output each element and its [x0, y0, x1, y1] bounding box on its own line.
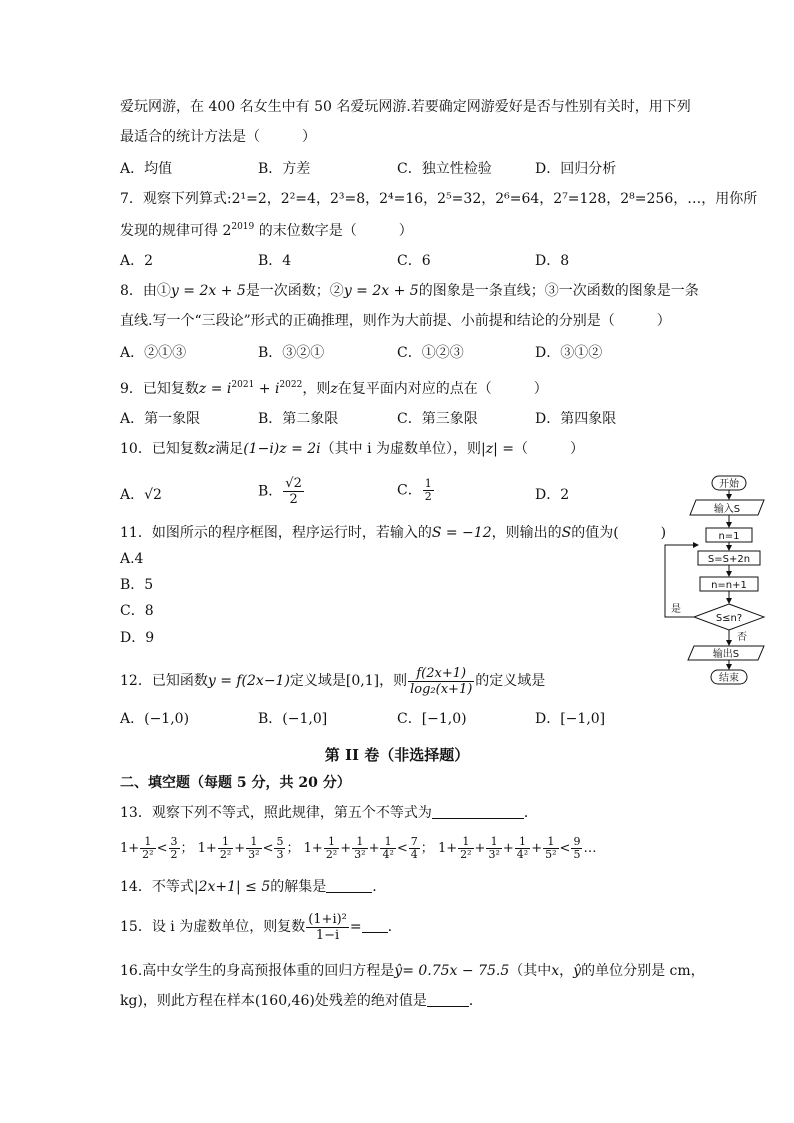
q10-options	[120, 476, 680, 514]
q13-frac	[486, 836, 501, 861]
q13-one-plus: 1+	[120, 841, 140, 856]
q13-frac	[543, 836, 558, 861]
fill-in-heading: 二、填空题（每题 5 分，共 20 分）	[120, 775, 351, 791]
flow-condition-label: S≤n?	[715, 613, 743, 624]
q8-math-1: y = 2x + 5	[170, 283, 246, 299]
q12-option-b[interactable]: B．(−1,0]	[258, 711, 328, 727]
q13-line	[120, 804, 538, 822]
q15-text-a: 15．设 i 为虚数单位，则复数	[120, 919, 306, 935]
q13-ineq-1	[120, 835, 194, 861]
q8-text-c: 的图象是一条直线；③一次函数的图象是一条	[418, 283, 699, 299]
q13-frac-den: 3²	[488, 848, 500, 861]
q13-rhs	[409, 836, 420, 861]
q13-rhs-num: 7	[410, 835, 418, 848]
q16-x: x	[551, 963, 560, 979]
q15-answer-blank[interactable]	[362, 918, 388, 933]
q10-option-d[interactable]: D．2	[535, 487, 570, 503]
q9-line	[120, 376, 548, 398]
q10-text-c: （其中 i 为虚数单位），则	[320, 441, 482, 457]
q12-text-c: ，则	[379, 673, 408, 689]
q15-fraction	[306, 912, 349, 943]
q13-frac	[352, 836, 367, 861]
flow-end-label: 结束	[719, 673, 739, 684]
q10-option-c-fraction	[423, 478, 434, 503]
q10-abs: |z| =	[481, 441, 515, 457]
program-flowchart	[660, 472, 770, 687]
q7-option-b[interactable]: B．4	[258, 253, 292, 269]
q10-option-a[interactable]: A．√2	[120, 487, 162, 503]
q10-option-b-prefix: B．	[258, 483, 283, 500]
q13-frac-num: 1	[324, 836, 339, 849]
q9-text-b: ，则	[302, 381, 331, 397]
flow-yes-label: 是	[671, 604, 681, 615]
q14-answer-blank[interactable]	[326, 878, 372, 893]
q13-lt: <	[156, 841, 168, 856]
q13-one-plus: 1+	[303, 841, 323, 856]
q10-text-d: （ ）	[514, 441, 585, 457]
flow-step1-label: S=S+2n	[707, 554, 751, 565]
q9-exp-2: 2022	[279, 380, 303, 390]
q9-exp-1: 2021	[231, 380, 255, 390]
q13-end: ．	[523, 805, 538, 821]
q8-option-b[interactable]: B．③②①	[258, 345, 325, 361]
q13-frac-den: 3²	[354, 848, 366, 861]
q7-exponent: 2019	[231, 222, 255, 232]
q7-option-c[interactable]: C．6	[397, 253, 431, 269]
q13-rhs-den: 5	[573, 848, 581, 861]
q15-frac-num: (1+i)²	[308, 911, 347, 927]
q10-line	[120, 440, 584, 458]
q9-option-a[interactable]: A．第一象限	[120, 411, 201, 427]
q8-option-c[interactable]: C．①②③	[397, 345, 464, 361]
q11-option-b[interactable]: B．5	[120, 577, 154, 593]
q12-fraction	[408, 666, 474, 697]
q10-z: z	[207, 441, 216, 457]
q16-answer-blank[interactable]	[427, 992, 469, 1007]
q16-regression-equation: = 0.75x − 75.5	[402, 963, 510, 979]
q11-option-c[interactable]: C．8	[120, 603, 154, 619]
q9-z: z	[330, 381, 338, 397]
q13-ineq-3: 1+ $\frac{1}{\text{2²}}$ + $\frac{1}{\text{3²}}$ + $\frac{1}{\text{4²}}$ < $\frac{7}{4}$ ；	[303, 835, 434, 861]
q13-frac-den: 4²	[516, 848, 529, 861]
q15-end: .	[387, 919, 393, 935]
q13-lt: <	[559, 841, 571, 856]
q7-option-d[interactable]: D．8	[535, 253, 570, 269]
q7-line2-b: 的末位数字是（ ）	[254, 223, 413, 239]
q10-option-c[interactable]	[397, 478, 435, 503]
q13-sep: ；	[420, 841, 434, 856]
flow-no-label: 否	[737, 632, 747, 643]
q6-option-b[interactable]: B．方差	[258, 161, 311, 177]
q13-rhs	[571, 836, 582, 861]
q9-option-c[interactable]: C．第三象限	[397, 411, 478, 427]
q13-rhs-den: 3	[276, 848, 284, 861]
q11-text-c: 的值为( )	[571, 525, 667, 541]
q12-option-c[interactable]: C．[−1,0)	[397, 711, 467, 727]
q7-line1: 7．观察下列算式:2¹=2，2²=4，2³=8，2⁴=16，2⁵=32，2⁶=64，2⁷=128，2⁸=256，…，用你所	[120, 191, 758, 207]
q10-equation: (1−i)z = 2i	[243, 441, 321, 457]
q12-text-b: 定义域是	[289, 673, 346, 689]
q16-yhat: ŷ	[394, 963, 403, 979]
q10-option-b-fraction	[283, 476, 304, 507]
flow-output-label: 输出S	[712, 649, 740, 660]
q13-frac	[380, 836, 395, 861]
q13-ellipsis: …	[583, 841, 597, 856]
q14-end: .	[372, 879, 377, 895]
q8-option-a[interactable]: A．②①③	[120, 345, 187, 361]
q13-frac	[218, 836, 233, 861]
q8-text-a: 8．由①	[120, 283, 171, 299]
q11-option-a[interactable]: A.4	[120, 551, 144, 567]
q10-text-a: 10．已知复数	[120, 441, 208, 457]
q16-yhat-2: ŷ	[573, 963, 582, 979]
q13-frac-den: 3²	[248, 848, 260, 861]
q8-line2: 直线.写一个“三段论”形式的正确推理，则作为大前提、小前提和结论的分别是（ ）	[120, 313, 671, 329]
q8-option-d[interactable]: D．③①②	[535, 345, 603, 361]
q13-lt: <	[262, 841, 274, 856]
q13-rhs-num: 9	[573, 835, 581, 848]
q13-frac	[140, 836, 155, 861]
q16-end: ．	[468, 993, 483, 1009]
q13-frac-num: 1	[458, 836, 473, 849]
q12-frac-num: f(2x+1)	[408, 666, 474, 682]
q15-equals: =	[349, 919, 362, 935]
q13-frac-den: 2²	[325, 848, 338, 861]
q11-option-d[interactable]: D．9	[120, 630, 155, 646]
q12-equation: y = f(2x−1)	[207, 673, 290, 689]
q9-option-b[interactable]: B．第二象限	[258, 411, 339, 427]
q13-frac-den: 2²	[142, 848, 154, 861]
q16-comma: ，	[559, 963, 574, 979]
flow-start-label: 开始	[719, 479, 739, 490]
q7-line2-a: 发现的规律可得 2	[120, 223, 232, 239]
q9-option-d[interactable]: D．第四象限	[535, 411, 617, 427]
q9-text-a: 9．已知复数	[120, 381, 199, 397]
q8-line1	[120, 282, 699, 300]
q14-line	[120, 878, 377, 896]
q8-math-2: y = 2x + 5	[343, 283, 419, 299]
flow-step2-label: n=n+1	[711, 580, 747, 591]
q13-frac-num: 1	[352, 836, 367, 849]
q13-frac-num: 1	[140, 836, 155, 849]
q14-text-a: 14．不等式	[120, 879, 194, 895]
q12-domain: [0,1]	[345, 673, 380, 689]
q13-frac-num: 1	[246, 836, 261, 849]
section-title: 第 II 卷（非选择题）	[324, 746, 470, 764]
flow-input-label: 输入S	[713, 504, 741, 515]
q10-option-c-den: 2	[424, 490, 432, 503]
q16-text-b: （其中	[509, 963, 552, 979]
q16-line2	[120, 992, 483, 1010]
q13-frac-num: 1	[515, 836, 530, 849]
q13-rhs	[274, 836, 285, 861]
q13-frac-num: 1	[380, 836, 395, 849]
q13-one-plus: 1+	[197, 841, 217, 856]
q6-line2: 最适合的统计方法是（ ）	[120, 129, 316, 145]
q12-text-d: 的定义域是	[475, 673, 546, 689]
q13-frac-den: 2²	[219, 848, 232, 861]
q13-frac-num: 1	[543, 836, 558, 849]
q13-frac-num: 1	[486, 836, 501, 849]
q14-inequality: |2x+1| ≤ 5	[193, 879, 271, 895]
q16-text-a: 16.高中女学生的身高预报体重的回归方程是	[120, 963, 395, 979]
q8-text-b: 是一次函数；②	[245, 283, 344, 299]
q10-option-b-num: √2	[285, 476, 302, 491]
q10-option-c-prefix: C．	[397, 482, 422, 499]
q9-text-c: 在复平面内对应的点在（ ）	[337, 381, 548, 397]
q13-rhs-den: 2	[170, 848, 178, 861]
q13-rhs-num: 3	[170, 835, 178, 848]
q9-plus: + i	[254, 381, 280, 397]
q16-text-e: 处残差的绝对值是	[314, 993, 427, 1009]
q16-text-c: 的单位分别是 cm，	[581, 963, 705, 979]
q12-option-d[interactable]: D．[−1,0]	[535, 711, 606, 727]
q13-sep: ；	[286, 841, 300, 856]
q11-s: S	[561, 525, 572, 541]
q6-option-d[interactable]: D．回归分析	[535, 161, 617, 177]
q13-frac-den: 2²	[460, 848, 472, 861]
q13-lt: <	[396, 841, 408, 856]
q13-rhs	[169, 836, 180, 861]
q6-line1: 爱玩网游，在 400 名女生中有 50 名爱玩网游.若要确定网游爱好是否与性别有关时，用下列	[120, 99, 691, 115]
q13-frac	[458, 836, 473, 861]
q7-line2	[120, 218, 413, 240]
q6-option-c[interactable]: C．独立性检验	[397, 161, 492, 177]
q9-math: z = i	[198, 381, 232, 397]
q13-frac-num: 1	[218, 836, 233, 849]
q12-frac-den: log₂(x+1)	[410, 681, 473, 697]
q6-option-a[interactable]: A．均值	[120, 161, 173, 177]
q13-ineq-2: 1+ $\frac{1}{\text{2²}}$ + $\frac{1}{\text{3²}}$ < $\frac{5}{3}$ ；	[197, 835, 300, 861]
q15-frac-den: 1−i	[315, 927, 340, 943]
q14-text-b: 的解集是	[270, 879, 327, 895]
q15-line	[120, 910, 392, 944]
q13-inequalities	[120, 832, 596, 866]
q11-text-b: ，则输出的	[491, 525, 562, 541]
q13-frac	[246, 836, 261, 861]
q12-option-a[interactable]: A．(−1,0)	[120, 711, 190, 727]
q12-text-a: 12．已知函数	[120, 673, 208, 689]
q11-text-a: 11．如图所示的程序框图，程序运行时，若输入的	[120, 525, 432, 541]
q10-option-c-num: 1	[424, 477, 432, 490]
q16-text-d: kg)，则此方程在样本	[120, 993, 255, 1009]
q13-ineq-4: 1+ $\frac{1}{\text{2²}}$ + $\frac{1}{\text{3²}}$ + $\frac{1}{\text{4²}}$ + $\frac{1}{\text{5²}}$ < $\frac{9}{5}$ …	[437, 835, 597, 861]
q10-option-b-den: 2	[289, 492, 298, 507]
q10-option-b[interactable]	[258, 476, 305, 507]
q13-frac-den: 4²	[382, 848, 394, 861]
q13-frac	[324, 836, 339, 861]
q13-answer-blank[interactable]	[432, 804, 524, 819]
q13-rhs-den: 4	[410, 848, 418, 861]
q7-option-a[interactable]: A．2	[120, 253, 154, 269]
q13-one-plus: 1+	[437, 841, 458, 856]
q11-equation: S = −12	[431, 525, 492, 541]
q13-frac	[515, 836, 530, 861]
flow-init-label: n=1	[718, 531, 740, 542]
q12-line	[120, 664, 545, 698]
q10-text-b: 满足	[215, 441, 244, 457]
q16-line1	[120, 962, 705, 980]
q11-line	[120, 524, 666, 542]
q13-rhs-num: 5	[276, 835, 284, 848]
q13-text: 13．观察下列不等式，照此规律，第五个不等式为	[120, 805, 432, 821]
q16-sample: (160,46)	[254, 993, 315, 1009]
q13-frac-den: 5²	[545, 848, 557, 861]
q13-sep: ；	[180, 841, 194, 856]
